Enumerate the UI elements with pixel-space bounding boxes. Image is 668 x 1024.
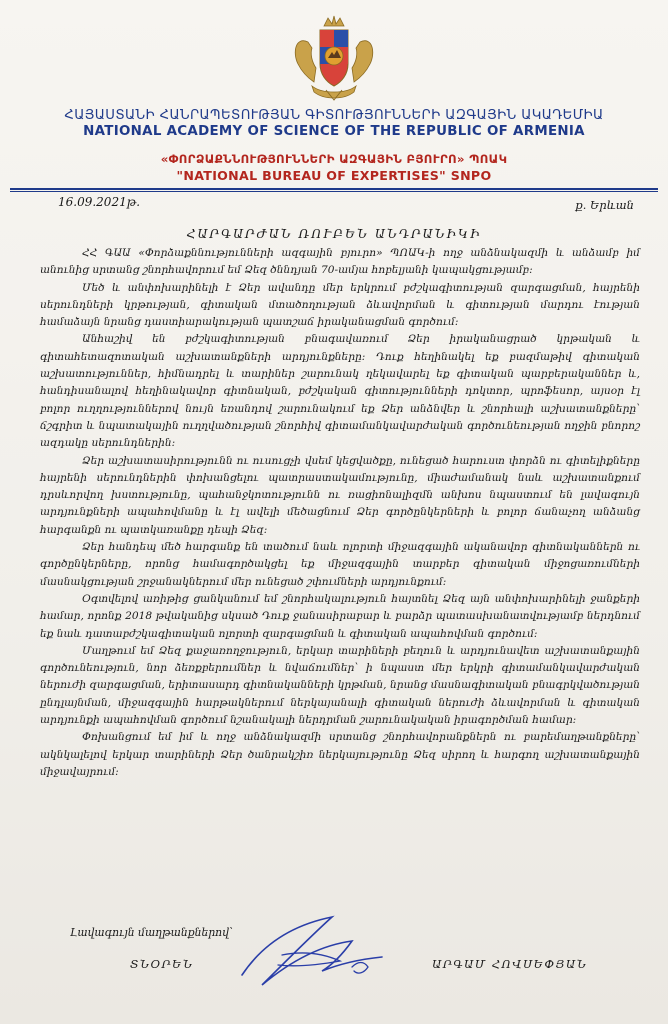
body-paragraph: Մաղթում եմ Ձեզ քաջառողջություն, երկար տարիների բեղուն և արդյունավետ աշխատանքային գործունեություն, նոր ձեռքբերումներ և նվաճումներ՝ ի նպաստ մեր երկրի գիտամանկավարժական ներուժի զարգացման, երիտասարդ գիտնականների կրթման, նրանց մասնագիտական բնագրկվածության ընդլայնման, միջազգային հարթակներում ներկայանալի գիտական ներուժի ձևավորման և գիտական արդյունքի ապահովման գործում նշանակալի ներդրման շարունակական իրագործման համար:	[40, 644, 640, 727]
signatory-title: ՏՆՕՐԵՆ	[130, 957, 194, 971]
body-paragraph: Փոխանցում եմ իմ և ողջ անձնակազմի սրտանց շնորհավորանքներն ու բարեմաղթանքները՝ ակնկալելով երկար տարիների Ձեր ծանրակշիռ ներկայությունը Ձեզ սիրող և հարգող աշխատանքային միջավայրում:	[40, 731, 640, 778]
body-paragraph: ՀՀ ԳԱԱ «Փորձաքննությունների ազգային բյուրո» ՊՈԱԿ-ի ողջ անձնակազմի և անձամբ իմ անունից սրտանց շնորհավորում եմ Ձեզ ծննդյան 70-ամյա հոբելյանի կապակցությամբ:	[40, 247, 640, 277]
letter-addressee: ՀԱՐԳԱՐԺԱՆ ՌՈՒԲԵՆ ԱՆԴՐԱՆԻԿԻ	[186, 226, 482, 241]
letter-place: ք. Երևան	[575, 198, 634, 212]
letter-closing: Լավագույն մաղթանքներով՝	[70, 926, 233, 939]
header-divider-thin	[10, 191, 658, 192]
handwritten-signature	[222, 905, 392, 995]
bureau-name-english: "NATIONAL BUREAU OF EXPERTISES" SNPO	[176, 168, 492, 183]
letter-body	[40, 245, 640, 781]
armenia-coat-of-arms-emblem	[286, 12, 382, 104]
body-paragraph: Ձեր աշխատասիրությունն ու ուսուցչի վսեմ կեցվածքը, ունեցած հարուստ փորձն ու գիտելիքները հայրենի սերունդներին փոխանցելու պատրաստակամությունը, միաժամանակ նաև աշխատանքում դրսևորվող խստությունը, պահանջկոտությունն ու ռացիոնալիզմն անխոս նպաստում են լավագույն արդյունքների ապահովմանը և էլ ավելի մեծացնում Ձեր գործընկերների և բոլոր ճանաչող անձանց հարգանքն ու պատկառանքը դեպի Ձեզ:	[40, 454, 640, 536]
body-paragraph: Օգտվելով առիթից ցանկանում եմ շնորհակալություն հայտնել Ձեզ այն անփոխարինելի ջանքերի համար, որոնք 2018 թվականից սկսած Դուք ջանասիրաբար և բարձր պատասխանատվությամբ ներդնում եք նաև դատաբժշկագիտական ոլորտի զարգացման և գիտական ապահովման գործում:	[40, 592, 640, 640]
signatory-name: ԱՐԳԱՄ ՀՈՎՍԵՓՅԱՆ	[432, 957, 588, 971]
header-divider	[10, 188, 658, 190]
letter-date: 16.09.2021թ.	[58, 195, 141, 209]
institution-name-english: NATIONAL ACADEMY OF SCIENCE OF THE REPUBLIC OF ARMENIA	[83, 124, 585, 139]
body-paragraph: Անհաշիվ են բժշկագիտության բնագավառում Ձեր իրականացրած կրթական և գիտահետազոտական աշխատանքների արդյունքները: Դուք հեղինակել եք բազմաթիվ գիտական աշխատություններ, հիմնադրել և տարիներ շարունակ ղեկավարել եք գիտական պարբերականներ և, հանդիսանալով հեղինակավոր գիտնական, բժշկական գիտությունների դոկտոր, պրոֆեսոր, այսօր էլ բոլոր ուղղություններով նույն եռանդով շարունակում եք Ձեր անձնվեր և շնորհալի աշխատանքները՝ ճշգրիտ և նպատակային ուղղվածության շնորհիվ գիտամանկավարժական գործունեության ողջին բնորոշ ազդակը սերունդներին:	[40, 333, 640, 450]
body-paragraph: Մեծ և անփոխարինելի է Ձեր ավանդը մեր երկրում բժշկագիտության զարգացման, հայրենի սերունդների կրթության, գիտական մտածողության ձևավորման և գիտության մարդու էության համաձայն նրանց դաստիարակության պատշաճ իրականացման գործում:	[40, 281, 640, 329]
bureau-name-armenian: «ՓՈՐՁԱՔՆՆՈՒԹՅՈՒՆՆԵՐԻ ԱԶԳԱՅԻՆ ԲՅՈՒՐՈ» ՊՈԱԿ	[160, 152, 508, 166]
body-paragraph: Ձեր հանդեպ մեծ հարգանք են տածում նաև ոլորտի միջազգային ականավոր գիտնականներն ու գործընկերները, որոնց համագործակցել եք միջազգային տարբեր գիտական միջոցառումների մասնակցության շրջանակներում մեր ունեցած շփումների արդյունքում:	[40, 541, 640, 588]
institution-name-armenian: ՀԱՅԱՍՏԱՆԻ ՀԱՆՐԱՊԵՏՈՒԹՅԱՆ ԳԻՏՈՒԹՅՈՒՆՆԵՐԻ ԱԶԳԱՅԻՆ ԱԿԱԴԵՄԻԱ	[64, 108, 604, 123]
